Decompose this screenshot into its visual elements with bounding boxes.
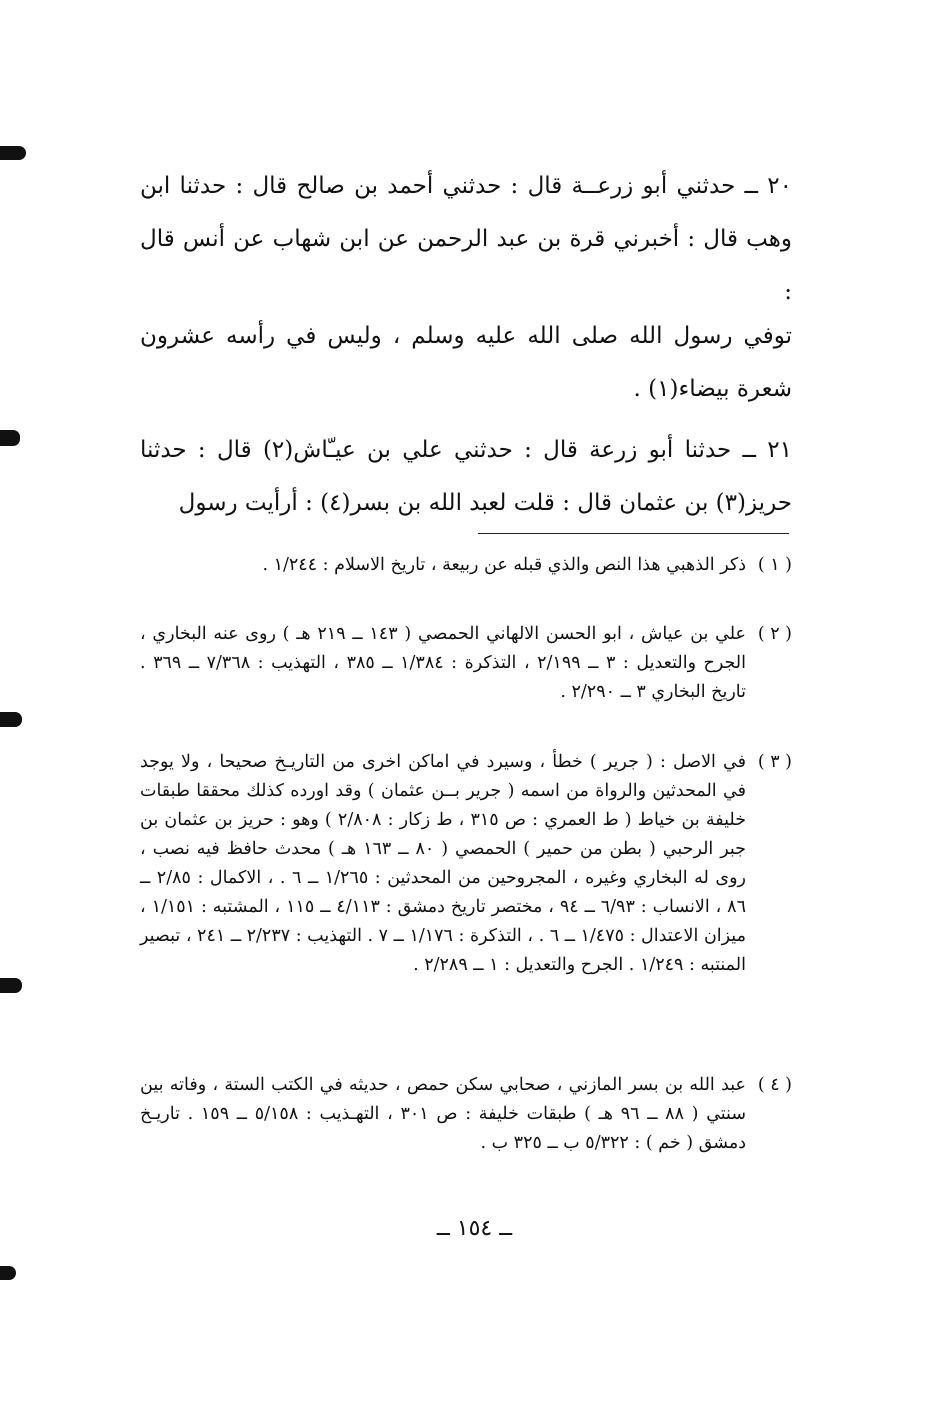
margin-ink-mark <box>0 430 20 446</box>
page-number: ــ ١٥٤ ــ <box>436 1216 513 1241</box>
footnote-separator <box>478 533 789 534</box>
footnote-text: ذكر الذهبي هذا النص والذي قبله عن ربيعة ، تاريخ الاسلام : ١/٢٤٤ . <box>262 555 746 575</box>
footnote-number: ( ١ ) <box>757 555 792 575</box>
hadith-20-isnad <box>140 160 792 319</box>
footnote-number: ( ٤ ) <box>757 1075 792 1095</box>
margin-ink-mark <box>0 978 22 993</box>
margin-ink-mark <box>0 1266 16 1280</box>
footnote-number: ( ٢ ) <box>757 624 792 644</box>
hadith-20-matn <box>140 310 792 416</box>
footnote-number: ( ٣ ) <box>757 752 792 772</box>
paragraph-text: ٢١ ــ حدثنا أبو زرعة قال : حدثني علي بن عيـّاش(٢) قال : حدثنا حريز(٣) بن عثمان قال : قلت لعبد الله بن بسر(٤) : أرأيت رسول <box>140 437 792 516</box>
footnote-4 <box>140 1071 792 1158</box>
footnote-1 <box>140 551 792 580</box>
footnote-text: عبد الله بن بسر المازني ، صحابي سكن حمص ، حديثه في الكتب الستة ، وفاته بين سنتي ( ٨٨ ــ ٩٦ هـ ) طبقات خليفة : ص ٣٠١ ، التهـذيب : ٥/١٥٨ ــ ١٥٩ . تاريـخ دمشق ( خم ) : ٥/٣٢٢ ب ــ ٣٢٥ ب . <box>140 1075 746 1153</box>
footnote-text: في الاصل : ( جرير ) خطأ ، وسيرد في اماكن اخرى من التاريـخ صحيحا ، ولا يوجد في المحدثين والرواة من اسمه ( جرير بــن عثمان ) وقد اورده كذلك محققا طبقات خليفة بن خياط ( ط العمري : ص ٣١٥ ، ط زكار : ٢/٨٠٨ ) وهو : حريز بن عثمان بن جبر الرحبي ( بطن من حمير ) الحمصي ( ٨٠ ــ ١٦٣ هـ ) محدث حافظ فيه نصب ، روى له البخاري وغيره ، المجروحين من المحدثين : ١/٢٦٥ ــ ٦ . ، الاكمال : ٢/٨٥ ــ ٨٦ ، الانساب : ٦/٩٣ ــ ٩٤ ، مختصر تاريخ دمشق : ٤/١١٣ ــ ١١٥ ، المشتبه : ١/١٥١ ، ميزان الاعتدال : ١/٤٧٥ ــ ٦ . ، التذكرة : ١/١٧٦ ــ ٧ . التهذيب : ٢/٢٣٧ ــ ٢٤١ ، تبصير المنتبه : ١/٢٤٩ . الجرح والتعديل : ١ ــ ٢/٢٨٩ . <box>140 752 747 975</box>
paragraph-text: ٢٠ ــ حدثني أبو زرعــة قال : حدثني أحمد بن صالح قال : حدثنا ابن وهب قال : أخبرني قرة بن عبد الرحمن عن ابن شهاب عن أنس قال : <box>140 173 792 305</box>
footnote-2 <box>140 620 792 707</box>
footnote-3 <box>140 748 792 980</box>
paragraph-text: توفي رسول الله صلى الله عليه وسلم ، وليس في رأسه عشرون شعرة بيضاء(١) . <box>140 323 792 402</box>
hadith-21-isnad <box>140 424 792 530</box>
margin-ink-mark <box>0 712 22 727</box>
margin-ink-mark <box>0 146 26 160</box>
footnote-text: علي بن عياش ، ابو الحسن الالهاني الحمصي ( ١٤٣ ــ ٢١٩ هـ ) روى عنه البخاري ، الجرح والتعديل : ٣ ــ ٢/١٩٩ ، التذكرة : ١/٣٨٤ ــ ٣٨٥ ، التهذيب : ٧/٣٦٨ ــ ٣٦٩ . تاريخ البخاري ٣ ــ ٢/٢٩٠ . <box>140 624 746 702</box>
